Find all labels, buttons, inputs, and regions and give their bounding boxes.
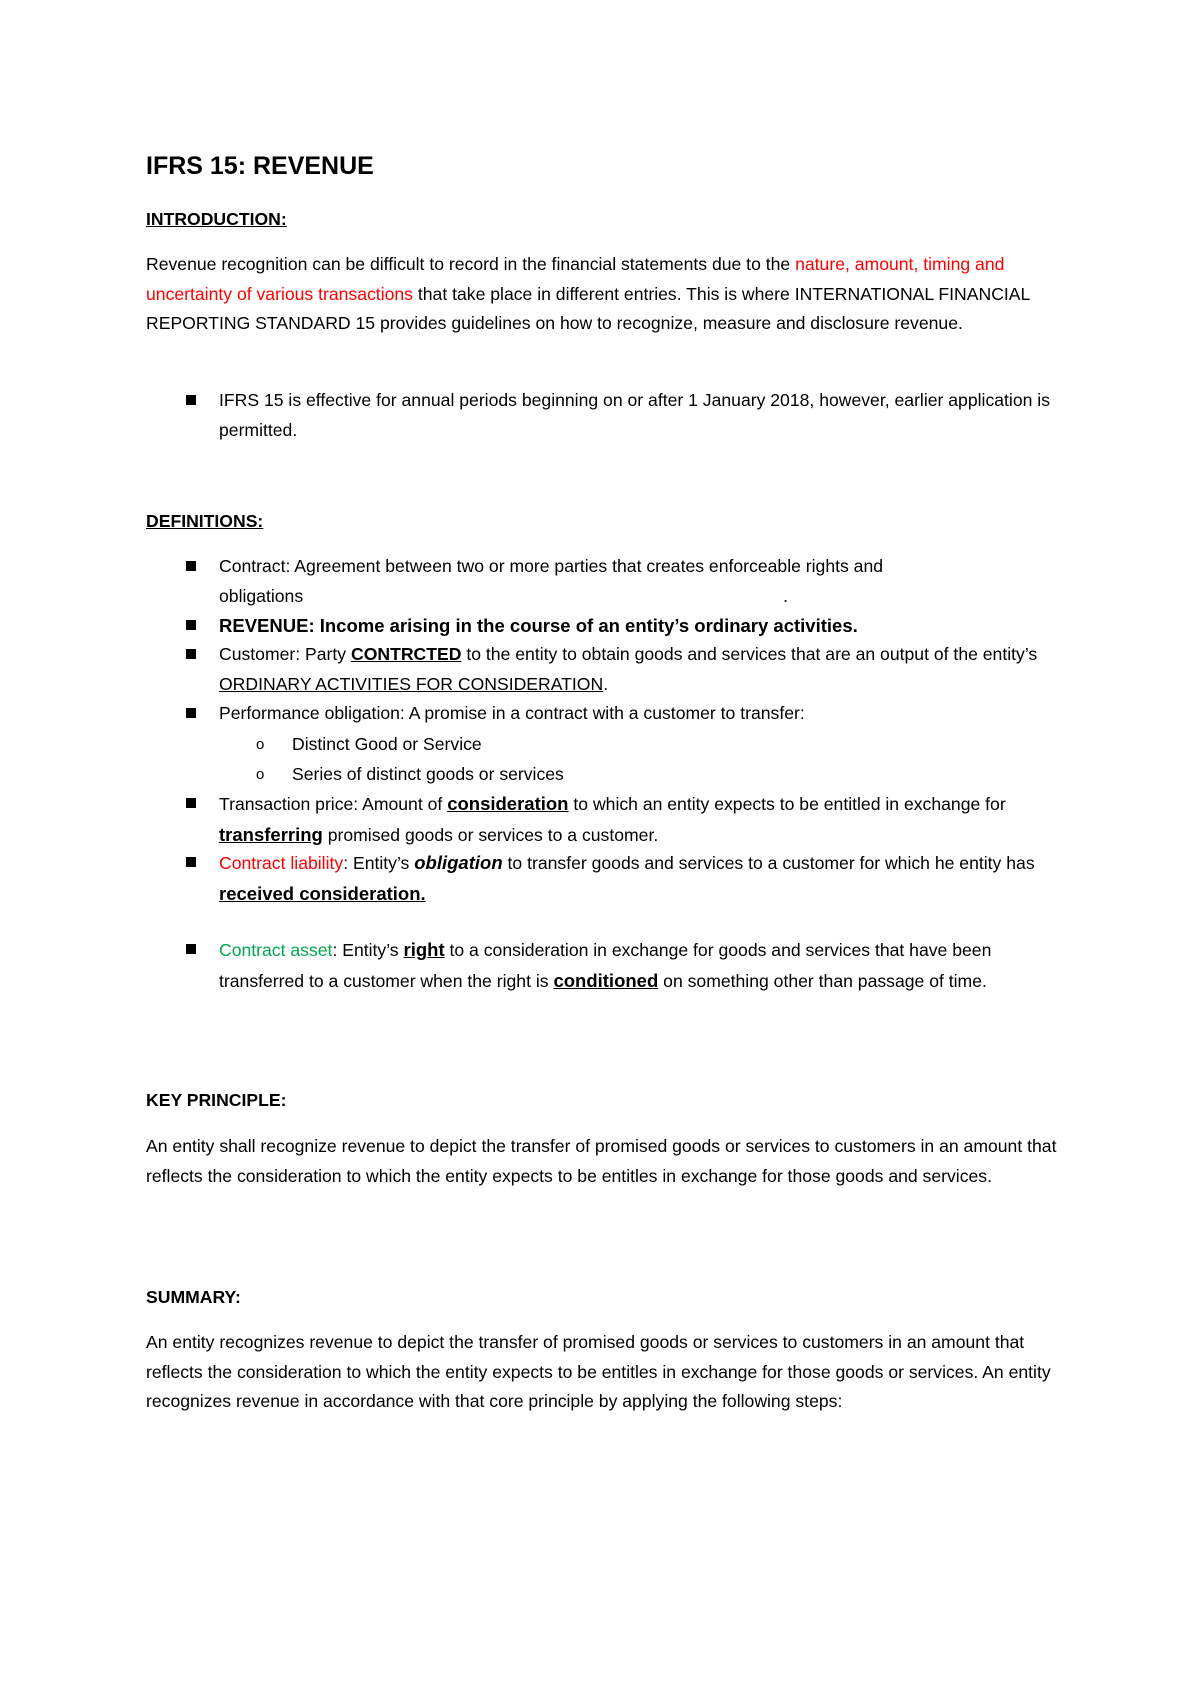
tp-text-a: Transaction price: Amount of (219, 794, 448, 814)
transaction-price-text (219, 789, 1076, 850)
customer-text-emphasis: CONTRCTED (351, 644, 462, 664)
contract-definition-text (219, 552, 1076, 611)
effective-date-text: IFRS 15 is effective for annual periods beginning on or after 1 January 2018, however, earlier application is permitted. (219, 390, 1050, 440)
sub-item-text: Series of distinct goods or services (292, 764, 564, 784)
definition-contract-liability (146, 848, 1076, 909)
ca-text-f: on something other than passage of time. (658, 970, 987, 991)
definition-revenue (146, 611, 1076, 641)
customer-text-end: . (603, 673, 609, 694)
intro-text-end: that take place in different entries. This is where INTERNATIONAL FINANCIAL REPORTING STANDARD 15 provides guidelines on how to recognize, measure and disclosure revenue. (146, 283, 1030, 333)
definition-contract (146, 552, 1076, 611)
ca-text-d: to a consideration in exchange for goods and services that have been transferred to a customer when the right is (219, 940, 992, 991)
sub-bullet-marker: o (256, 766, 265, 783)
bullet-square-icon (186, 857, 196, 867)
ca-emphasis-conditioned: conditioned (553, 969, 659, 991)
cl-text-d: to transfer goods and services to a customer for which he entity has (502, 853, 1035, 873)
intro-highlight-text: nature, amount, timing and uncertainty of various transactions (146, 254, 1005, 304)
summary-heading: SUMMARY: (146, 1287, 241, 1307)
sub-item-text: Distinct Good or Service (292, 734, 482, 754)
key-principle-paragraph: An entity shall recognize revenue to depict the transfer of promised goods or services to customers in an amount that reflects the consideration to which the entity expects to be entitles in exchange for those goods and services. (146, 1136, 1057, 1186)
customer-text-underlined: ORDINARY ACTIVITIES FOR CONSIDERATION (219, 673, 604, 694)
ca-emphasis-right: right (403, 939, 445, 960)
bullet-square-icon (186, 649, 196, 659)
definition-transaction-price (146, 789, 1076, 850)
effective-date-bullet (146, 386, 1076, 445)
sub-item-series (146, 760, 1076, 790)
intro-text-start: Revenue recognition can be difficult to record in the financial statements due to the (146, 254, 796, 274)
customer-definition-text (219, 640, 1076, 699)
tp-emphasis-consideration: consideration (447, 793, 569, 814)
contract-trailing-dot: . (783, 585, 789, 606)
contract-liability-term: Contract liability (219, 853, 344, 873)
sub-bullet-marker: o (256, 736, 265, 753)
contract-asset-text (219, 935, 1076, 996)
bullet-square-icon (186, 708, 196, 718)
key-principle-heading: KEY PRINCIPLE: (146, 1090, 287, 1110)
contract-asset-term: Contract asset (219, 940, 333, 960)
cl-emphasis-obligation: obligation (414, 852, 503, 873)
cl-emphasis-received: received consideration. (219, 882, 426, 904)
definition-customer (146, 640, 1076, 699)
bullet-square-icon (186, 798, 196, 808)
tp-text-c: to which an entity expects to be entitled in exchange for (568, 794, 1006, 814)
customer-text-c: to the entity to obtain goods and services that are an output of the entity’s (461, 644, 1038, 664)
bullet-square-icon (186, 395, 196, 405)
definition-contract-asset (146, 935, 1076, 996)
summary-paragraph: An entity recognizes revenue to depict the transfer of promised goods or services to customers in an amount that reflects the consideration to which the entity expects to be entitles in exchange for those goods or services. An entity recognizes revenue in accordance with that core principle by applying the following steps: (146, 1332, 1051, 1411)
ca-text-b: : Entity’s (332, 940, 404, 960)
contract-liability-text (219, 848, 1076, 909)
introduction-heading: INTRODUCTION: (146, 209, 287, 229)
revenue-definition-text: REVENUE: Income arising in the course of an entity’s ordinary activities. (219, 615, 858, 636)
bullet-square-icon (186, 944, 196, 954)
cl-text-b: : Entity’s (343, 853, 415, 873)
customer-text-a: Customer: Party (219, 644, 351, 664)
introduction-paragraph (146, 250, 1076, 339)
document-title: IFRS 15: REVENUE (146, 152, 374, 180)
tp-emphasis-transferring: transferring (219, 823, 323, 845)
bullet-square-icon (186, 620, 196, 630)
sub-item-distinct-good (146, 730, 1076, 760)
performance-obligation-text: Performance obligation: A promise in a contract with a customer to transfer: (219, 703, 805, 723)
definition-performance-obligation (146, 699, 1076, 729)
contract-text: Contract: Agreement between two or more parties that creates enforceable rights and obligations (219, 556, 884, 606)
definitions-heading: DEFINITIONS: (146, 511, 264, 531)
tp-text-e: promised goods or services to a customer. (322, 824, 659, 845)
bullet-square-icon (186, 561, 196, 571)
